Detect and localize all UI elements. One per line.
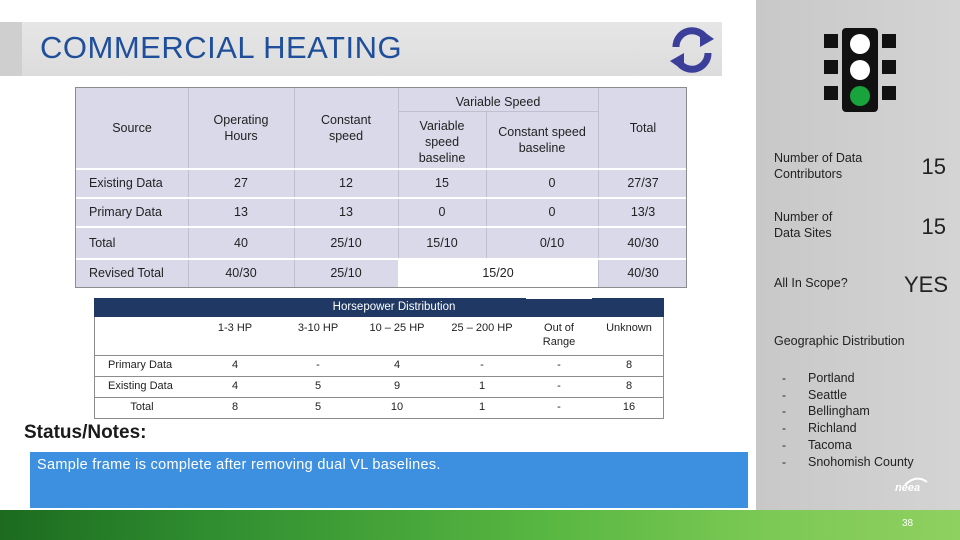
geo-dash: - xyxy=(782,388,786,402)
header-variable-speed-baseline: Variable speed baseline xyxy=(418,118,466,166)
traffic-light-icon xyxy=(820,22,900,114)
title-band xyxy=(0,22,722,76)
variable-speed-group-header: Variable Speed xyxy=(455,94,541,109)
horsepower-table xyxy=(94,298,664,421)
hp-title: Horsepower Distribution xyxy=(332,301,456,314)
header-constant-speed-baseline: Constant speed baseline xyxy=(498,124,586,155)
notes-text: Sample frame is complete after removing dual VL baselines. xyxy=(37,457,441,473)
hp-primary-out-of-range: - xyxy=(557,358,561,371)
title-band-shade xyxy=(0,22,22,76)
geo-item: Tacoma xyxy=(808,438,852,452)
row-primary-const-base: 0 xyxy=(548,205,556,220)
geo-item: Portland xyxy=(808,371,855,385)
header-constant-speed: Constant speed xyxy=(320,112,372,143)
status-label: Status/Notes: xyxy=(24,422,147,443)
header-source: Source xyxy=(112,120,152,135)
row-primary-total: 13/3 xyxy=(630,205,656,220)
hp-total-unknown: 16 xyxy=(622,401,636,414)
geo-dash: - xyxy=(782,421,786,435)
row-revised-hours: 40/30 xyxy=(225,266,257,281)
geo-item: Seattle xyxy=(808,388,847,402)
row-total-source: Total xyxy=(89,235,116,250)
main-table xyxy=(75,87,687,288)
hp-total-out-of-range: - xyxy=(557,401,561,414)
hp-col-out-of-range: Out of Range xyxy=(542,322,576,348)
neea-logo: neea xyxy=(895,482,921,494)
row-total-const-base: 0/10 xyxy=(539,235,565,250)
contributors-label: Number of Data Contributors xyxy=(774,151,863,182)
hp-row-primary-label: Primary Data xyxy=(108,358,173,371)
row-total-hours: 40 xyxy=(234,235,248,250)
hp-existing-10-25: 9 xyxy=(393,379,401,392)
geo-item: Bellingham xyxy=(808,404,870,418)
hp-primary-3-10: - xyxy=(316,358,320,371)
sites-value: 15 xyxy=(921,214,946,239)
hp-col-10-25: 10 – 25 HP xyxy=(369,322,425,335)
row-existing-constant: 12 xyxy=(339,176,353,191)
hp-existing-unknown: 8 xyxy=(625,379,633,392)
hp-existing-1-3: 4 xyxy=(231,379,239,392)
hp-primary-unknown: 8 xyxy=(625,358,633,371)
row-existing-source: Existing Data xyxy=(89,176,163,191)
geo-dash: - xyxy=(782,404,786,418)
row-revised-source: Revised Total xyxy=(89,266,164,281)
hp-existing-3-10: 5 xyxy=(314,379,322,392)
row-primary-var-base: 0 xyxy=(438,205,446,220)
hp-primary-25-200: - xyxy=(480,358,484,371)
geo-dash: - xyxy=(782,371,786,385)
hp-row-existing-label: Existing Data xyxy=(108,379,173,392)
hp-existing-25-200: 1 xyxy=(478,379,486,392)
scope-label: All In Scope? xyxy=(774,276,848,290)
row-primary-source: Primary Data xyxy=(89,205,162,220)
hp-total-10-25: 10 xyxy=(390,401,404,414)
contributors-value: 15 xyxy=(921,154,946,179)
row-existing-var-base: 15 xyxy=(435,176,449,191)
row-existing-const-base: 0 xyxy=(548,176,556,191)
hp-col-3-10: 3-10 HP xyxy=(297,322,339,335)
header-total: Total xyxy=(629,120,657,135)
hp-primary-10-25: 4 xyxy=(393,358,401,371)
row-total-total: 40/30 xyxy=(627,235,659,250)
geo-title: Geographic Distribution xyxy=(774,334,905,348)
bottom-bar xyxy=(0,510,960,540)
row-total-constant: 25/10 xyxy=(330,235,362,250)
row-primary-constant: 13 xyxy=(339,205,353,220)
header-operating-hours: Operating Hours xyxy=(213,112,269,143)
sites-label: Number of Data Sites xyxy=(774,210,833,241)
hp-existing-out-of-range: - xyxy=(557,379,561,392)
geo-dash: - xyxy=(782,455,786,469)
hp-total-1-3: 8 xyxy=(231,401,239,414)
slide-title: COMMERCIAL HEATING xyxy=(40,30,403,65)
hp-col-1-3: 1-3 HP xyxy=(217,322,253,335)
geo-dash: - xyxy=(782,438,786,452)
geo-item: Richland xyxy=(808,421,857,435)
page-number: 38 xyxy=(902,518,914,529)
hp-row-total-label: Total xyxy=(130,401,154,414)
row-revised-total: 40/30 xyxy=(627,266,659,281)
hp-total-25-200: 1 xyxy=(478,401,486,414)
row-total-var-base: 15/10 xyxy=(426,235,458,250)
row-existing-hours: 27 xyxy=(234,176,248,191)
scope-value: YES xyxy=(903,272,948,297)
hp-total-3-10: 5 xyxy=(314,401,322,414)
refresh-icon xyxy=(664,25,720,75)
hp-col-unknown: Unknown xyxy=(606,322,652,335)
row-primary-hours: 13 xyxy=(234,205,248,220)
notes-box xyxy=(30,452,748,508)
hp-primary-1-3: 4 xyxy=(231,358,239,371)
hp-out-of-range-tab xyxy=(526,298,592,317)
row-revised-merged: 15/20 xyxy=(398,260,598,287)
geo-item: Snohomish County xyxy=(808,455,914,469)
row-revised-constant: 25/10 xyxy=(330,266,362,281)
row-existing-total: 27/37 xyxy=(627,176,659,191)
hp-col-25-200: 25 – 200 HP xyxy=(451,322,513,335)
